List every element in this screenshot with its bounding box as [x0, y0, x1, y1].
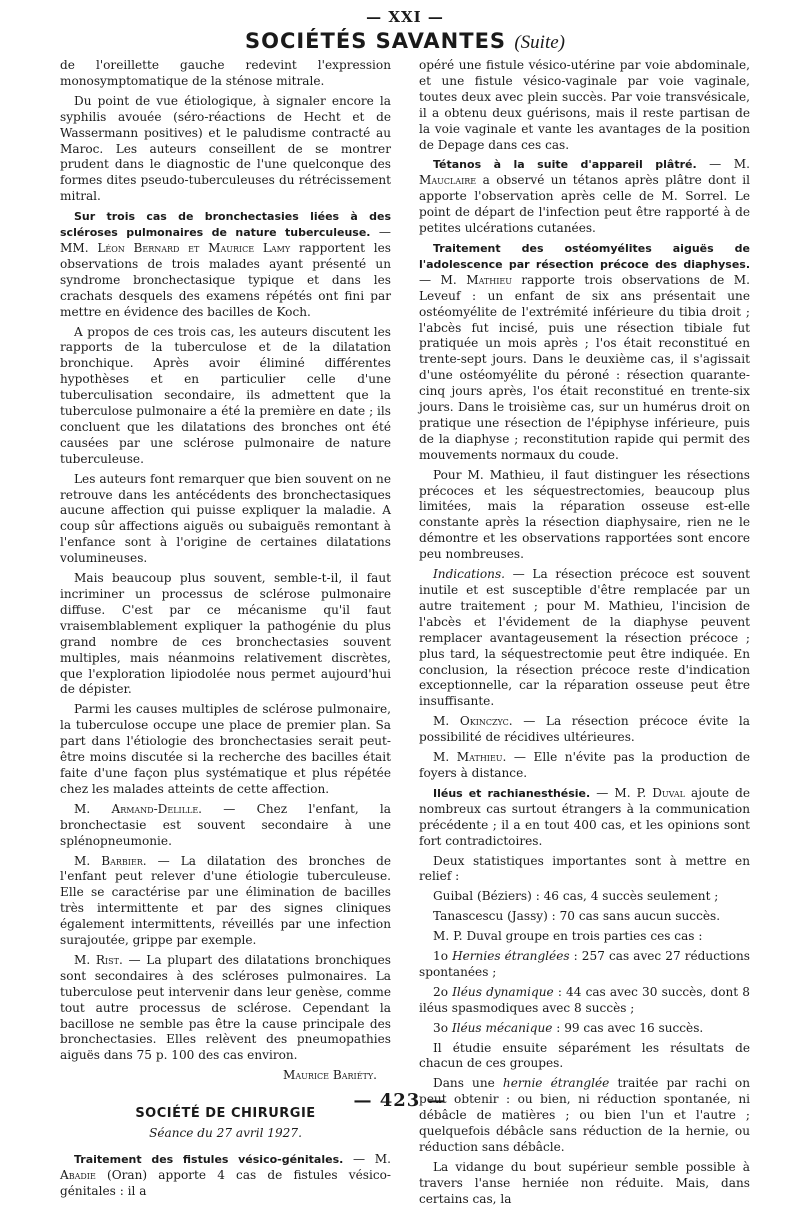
paragraph-text: : 257 cas avec 27 réductions spontanées ; — [419, 949, 750, 979]
paragraph-text: — La résection précoce est souvent inutile et est susceptible d'être remplacée par un autre traitement ; pour M. Mathieu, l'incision de l'abcès et l'évidement de la diaphyse peuvent remplacer avantageusement la résection précoce ; plus tard, la séquestrectomie peut être indiquée. En conclusion, la résection précoce reste d'indication exceptionnelle, car la réparation osseuse peut être insuffisante. — [419, 567, 750, 709]
paragraph-text: (Oran) apporte 4 cas de fistules vésico-génitales : il a — [60, 1167, 391, 1198]
author: Léon Bernard et Maurice Lamy — [97, 240, 291, 255]
list-number: 2o — [433, 984, 453, 999]
article-title: Sur trois cas de bronchectasies liées à des scléroses pulmonaires de nature tuberculeuse. — [60, 210, 391, 240]
list-number: 3o — [433, 1020, 452, 1035]
paragraph: Les auteurs font remarquer que bien souvent on ne retrouve dans les antécédents des bronchectasiques aucune affection qui puisse expliquer la maladie. A coup sûr affections aiguës ou subaiguës remontant à l'enfance sont à l'origine de certaines dilatations volumineuses. — [60, 471, 391, 566]
paragraph — [419, 1076, 750, 1156]
paragraph: Guibal (Béziers) : 46 cas, 4 succès seulement ; — [433, 889, 719, 904]
page-number: — 423 — — [353, 1090, 447, 1111]
paragraph: Il étudie ensuite séparément les résultats de chacun de ces groupes. — [419, 1040, 750, 1071]
paragraph — [60, 802, 391, 850]
italic-term: hernie étranglée — [502, 1076, 610, 1091]
roman-page-number: — XXI — — [366, 8, 444, 26]
author: M. Rist. — [74, 952, 123, 967]
paragraph: Mais beaucoup plus souvent, semble-t-il, il faut incriminer un processus de sclérose pulmonaire diffuse. C'est par ce mécanisme qu'il faut vraisemblablement expliquer la pathogénie du plus grand nombre de ces bronchectasies souvent multiples, mais néanmoins relativement discrètes, que l'exploration lipiodolée nous permet aujourd'hui de dépister. — [60, 571, 391, 697]
paragraph-text: : 99 cas avec 16 succès. — [552, 1020, 704, 1035]
paragraph-text: rapporte trois observations de M. Leveuf : un enfant de six ans présentait une ostéomyélite de l'extrémité inférieure du tibia droit ; l'abcès fut incisé, puis une résection tibiale fut pratiquée un mois après ; l'os était reconstitué en trente-sept jours. Dans le deuxième cas, il s'agissait d'une ostéomyélite du péroné : résection quarante-cinq jours après, l'os était reconstitué en trente-six jours. Dans le troisième cas, sur un humérus droit on pratique une résection de l'épiphyse inférieure, puis de la diaphyse ; reconstitution rapide qui permit des mouvements normaux du coude. — [419, 272, 750, 462]
article-title: Iléus et rachianesthésie. — [433, 786, 591, 800]
paragraph — [419, 786, 750, 850]
paragraph: Deux statistiques importantes sont à mettre en relief : — [419, 853, 750, 884]
title-suite: (Suite) — [514, 32, 566, 53]
paragraph — [60, 209, 391, 320]
italic-lead: Indications. — [433, 567, 506, 582]
paragraph: Du point de vue étiologique, à signaler encore la syphilis avouée (séro-réactions de Hecht et de Wassermann positives) et le paludisme contracté au Maroc. Les auteurs conseillent de se montrer prudent dans le diagnostic de l'une quelconque des formes dites pseudo-tuberculeuses du rétrécissement mitral. — [60, 93, 391, 204]
separator: — M. — [343, 1152, 392, 1166]
paragraph — [419, 241, 750, 464]
list-item — [419, 949, 750, 981]
paragraph-text: — La résection précoce évite la possibilité de récidives ultérieures. — [419, 714, 750, 745]
paragraph-text: — La dilatation des bronches de l'enfant peut relever d'une étiologie tuberculeuse. Elle se caractérise par une élimination de bacilles très intermittente et par des signes cliniques également intermittents, réveillés par une infection surajoutée, grippe par exemple. — [60, 853, 391, 948]
author: Duval — [652, 785, 685, 800]
paragraph-text: Dans une — [433, 1076, 503, 1091]
left-column — [60, 58, 391, 1212]
paragraph-text: — Elle n'évite pas la production de foyers à distance. — [419, 750, 750, 780]
paragraph-text: a observé un tétanos après plâtre dont il apporte l'observation après celle de M. Sorrel. Le point de départ de l'infection peut être rapporté à de petites ulcérations cutanées. — [419, 173, 750, 236]
author: M. Barbier. — [74, 853, 147, 868]
page-title — [60, 28, 750, 56]
paragraph-text: : 44 cas avec 30 succès, dont 8 iléus spasmodiques avec 8 succès ; — [419, 984, 750, 1015]
signature: Maurice Bariéty. — [282, 1068, 377, 1083]
paragraph-text: — Chez l'enfant, la bronchectasie est souvent secondaire à une splénopneumonie. — [60, 801, 391, 848]
author: M. Okinczyc. — [433, 714, 513, 729]
author: M. Mathieu. — [433, 750, 507, 765]
paragraph: La vidange du bout supérieur semble possible à travers l'anse herniée non réduite. Mais, dans certains cas, la — [419, 1159, 750, 1206]
article-title: Tétanos à la suite d'appareil plâtré. — [433, 158, 697, 172]
section-heading: SOCIÉTÉ DE CHIRURGIE — [135, 1106, 316, 1122]
list-item — [419, 1021, 750, 1037]
paragraph: opéré une fistule vésico-utérine par voie abdominale, et une fistule vésico-vaginale par voie vaginale, toutes deux avec plein succès. Par voie transvésicale, il a obtenu deux guérisons, mais il reste partisan de la voie vaginale et vante les avantages de la position de Depage dans ces cas. — [419, 58, 750, 152]
author: Abadie — [60, 1167, 96, 1182]
paragraph-text: rapportent les observations de trois malades ayant présenté un syndrome bronchectasique typique et dans les crachats desquels des examens répétés ont fini par mettre en évidence des bacilles de Koch. — [60, 240, 391, 319]
paragraph — [419, 567, 750, 710]
right-column — [419, 58, 750, 1212]
separator: — MM. — [60, 225, 391, 255]
paragraph: M. P. Duval groupe en trois parties ces cas : — [433, 929, 703, 944]
paragraph: Parmi les causes multiples de sclérose pulmonaire, la tuberculose occupe une place de premier plan. Sa part dans l'étiologie des bronchectasies serait peut-être moins discutée si la recherche des bacilles était faite d'une façon plus systématique et plus répétée chez les malades atteints de cette affection. — [60, 702, 391, 796]
paragraph — [60, 1152, 391, 1200]
article-title: Traitement des ostéomyélites aiguës de l'adolescence par résection précoce des diaphyses. — [419, 241, 750, 271]
columns — [60, 58, 750, 1212]
article-title: Traitement des fistules vésico-génitales. — [74, 1153, 344, 1166]
italic-term: Iléus mécanique — [451, 1020, 553, 1035]
paragraph — [60, 953, 391, 1064]
separator: — M. — [696, 157, 751, 172]
separator: — M. P. — [590, 785, 653, 800]
author: M. Armand-Delille. — [74, 801, 203, 816]
list-item — [419, 985, 750, 1017]
paragraph: Tanascescu (Jassy) : 70 cas sans aucun succès. — [433, 909, 721, 924]
separator: — M. — [419, 272, 467, 287]
paragraph-text: ajoute de nombreux cas surtout étrangers à la communication précédente ; il a en tout 400 cas, et les opinions sont fort contradictoires. — [419, 785, 750, 848]
author: Mauclaire — [419, 173, 477, 188]
italic-term: Iléus dynamique — [452, 984, 554, 999]
page — [60, 8, 750, 1212]
paragraph: Pour M. Mathieu, il faut distinguer les résections précoces et les séquestrectomies, beaucoup plus limitées, mais la réparation osseuse est-elle constante après la résection diaphysaire, rien ne le démontre et les observations rapportées sont encore peu nombreuses. — [419, 467, 750, 562]
paragraph: de l'oreillette gauche redevint l'expression monosymptomatique de la sténose mitrale. — [60, 58, 391, 88]
title-text: SOCIÉTÉS SAVANTES — [244, 29, 507, 53]
paragraph: A propos de ces trois cas, les auteurs discutent les rapports de la tuberculose et de la dilatation bronchique. Après avoir éliminé différentes hypothèses et en particulier celle d'une tuberculisation secondaire, ils admettent que la tuberculose pulmonaire a été la première en date ; ils concluent que les dilatations des bronches ont été causées par une sclérose pulmonaire de nature tuberculeuse. — [60, 324, 391, 466]
paragraph — [419, 157, 750, 237]
italic-term: Hernies étranglées — [452, 949, 570, 964]
list-number: 1o — [433, 949, 453, 964]
paragraph-text: traitée par rachi on peut obtenir : ou bien, ni réduction spontanée, ni débâcle de matières ; ou bien l'un et l'autre ; quelquefois débâcle sans réduction de la hernie, ou réduction sans débâcle. — [419, 1076, 751, 1154]
paragraph — [419, 750, 750, 782]
paragraph — [419, 714, 750, 746]
paragraph-text: — La plupart des dilatations bronchiques sont secondaires à des scléroses pulmonaires. La tuberculose peut intervenir dans leur genèse, comme tout autre processus de sclérose. Cependant la bacillose ne semble pas être la cause principale des bronchectasies. Elles relèvent des pneumopathies aiguës dans 75 p. 100 des cas environ. — [60, 952, 392, 1063]
seance-date: Séance du 27 avril 1927. — [149, 1126, 302, 1141]
paragraph — [60, 854, 391, 949]
author: Mathieu — [466, 272, 512, 287]
